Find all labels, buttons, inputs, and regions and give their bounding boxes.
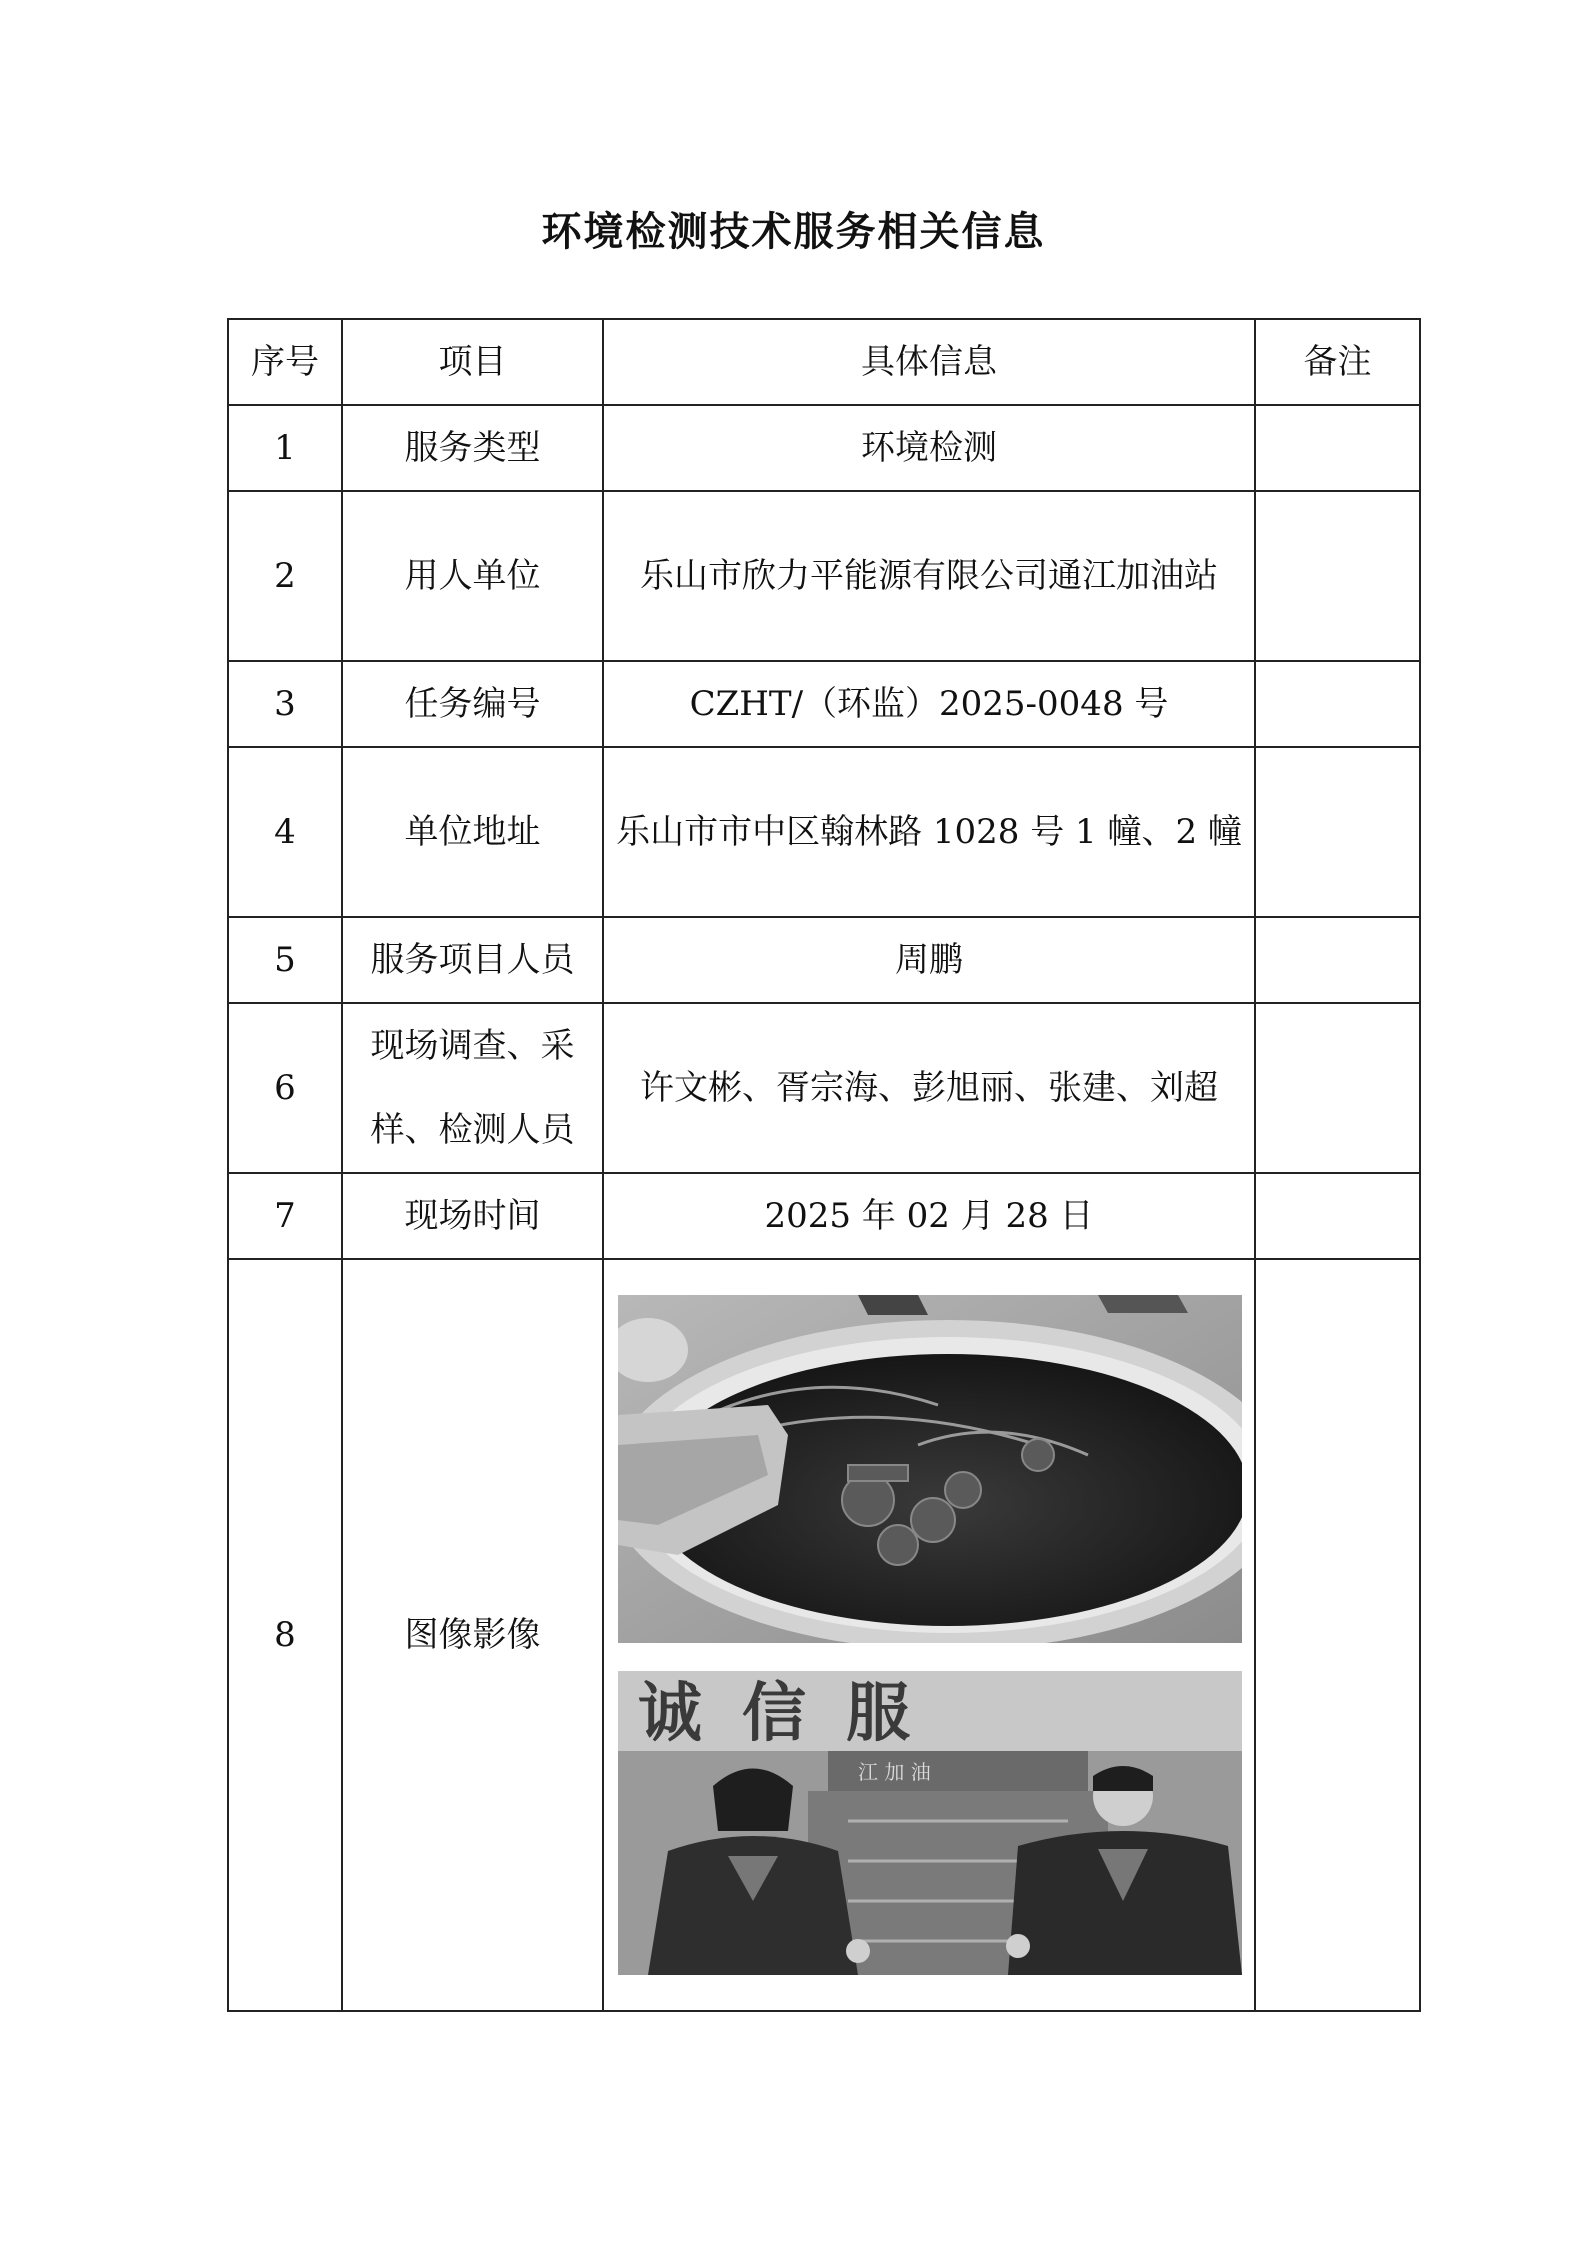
row-note	[1255, 917, 1420, 1003]
row-note	[1255, 1259, 1420, 2011]
header-no: 序号	[228, 319, 342, 405]
header-item: 项目	[342, 319, 603, 405]
table-row	[228, 1173, 1420, 1259]
table-row	[228, 917, 1420, 1003]
row-no: 5	[228, 917, 342, 1003]
row-detail: 乐山市市中区翰林路 1028 号 1 幢、2 幢	[603, 747, 1255, 917]
table-row	[228, 661, 1420, 747]
row-item: 任务编号	[342, 661, 603, 747]
row-item: 现场时间	[342, 1173, 603, 1259]
row-no: 1	[228, 405, 342, 491]
table-row	[228, 405, 1420, 491]
table-row	[228, 1259, 1420, 2011]
row-detail-photos	[603, 1259, 1255, 2011]
row-note	[1255, 747, 1420, 917]
row-note	[1255, 1173, 1420, 1259]
info-table	[227, 318, 1421, 2012]
sign-small-text: 江 加 油	[858, 1760, 931, 1784]
row-item: 用人单位	[342, 491, 603, 661]
row-note	[1255, 1003, 1420, 1173]
row-item: 服务类型	[342, 405, 603, 491]
sign-text: 诚信服	[638, 1677, 950, 1751]
row-no: 7	[228, 1173, 342, 1259]
row-detail: CZHT/（环监）2025-0048 号	[603, 661, 1255, 747]
tank-inspection-photo	[618, 1295, 1242, 1643]
table-row	[228, 1003, 1420, 1173]
table-row	[228, 491, 1420, 661]
row-detail: 周鹏	[603, 917, 1255, 1003]
table-row	[228, 747, 1420, 917]
row-no: 8	[228, 1259, 342, 2011]
row-no: 3	[228, 661, 342, 747]
row-item: 服务项目人员	[342, 917, 603, 1003]
row-note	[1255, 661, 1420, 747]
header-detail: 具体信息	[603, 319, 1255, 405]
row-note	[1255, 491, 1420, 661]
row-item: 图像影像	[342, 1259, 603, 2011]
table-header-row	[228, 319, 1420, 405]
row-item: 单位地址	[342, 747, 603, 917]
row-item: 现场调查、采样、检测人员	[342, 1003, 603, 1173]
staff-group-photo	[618, 1671, 1242, 1975]
row-note	[1255, 405, 1420, 491]
row-no: 4	[228, 747, 342, 917]
row-no: 2	[228, 491, 342, 661]
row-no: 6	[228, 1003, 342, 1173]
row-detail: 许文彬、胥宗海、彭旭丽、张建、刘超	[603, 1003, 1255, 1173]
page-title: 环境检测技术服务相关信息	[541, 208, 1046, 255]
row-detail: 环境检测	[603, 405, 1255, 491]
row-detail: 乐山市欣力平能源有限公司通江加油站	[603, 491, 1255, 661]
row-detail: 2025 年 02 月 28 日	[603, 1173, 1255, 1259]
header-note: 备注	[1255, 319, 1420, 405]
